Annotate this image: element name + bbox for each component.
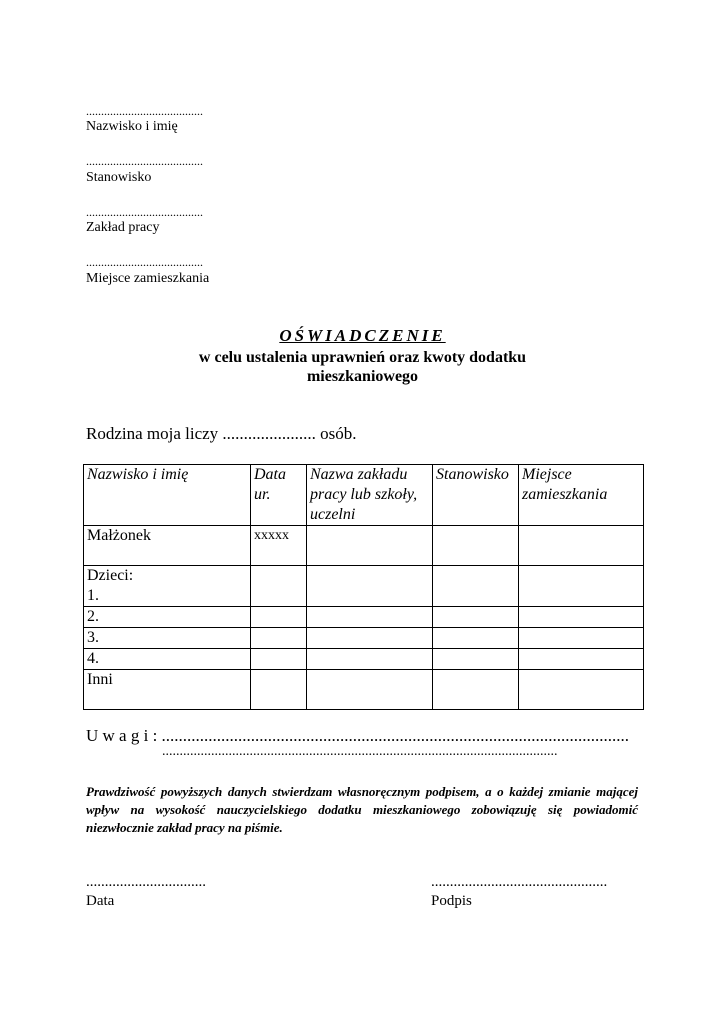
child-3-workplace-cell[interactable] xyxy=(307,628,433,649)
spouse-position-cell[interactable] xyxy=(433,526,519,566)
subtitle-line2: mieszkaniowego xyxy=(306,368,419,385)
child-4-residence-cell[interactable] xyxy=(519,649,644,670)
child-2-birth-cell[interactable] xyxy=(251,607,307,628)
child-3-label: 3. xyxy=(84,628,251,649)
workplace-label: Zakład pracy xyxy=(86,220,160,235)
position-dots[interactable]: ....................................... xyxy=(86,154,203,168)
date-label: Data xyxy=(86,893,115,909)
spouse-workplace-cell[interactable] xyxy=(307,526,433,566)
residence-label: Miejsce zamieszkania xyxy=(86,271,210,286)
child-4-position-cell[interactable] xyxy=(433,649,519,670)
declaration-text: Prawdziwość powyższych danych stwierdzam własnoręcznym podpisem, a o każdej zmianie mającej wpływ na wysokość nauczycielskiego dodatku mieszkaniowego zobowiązuję się powiadomić niezwłocznie zakład pracy na piśmie. xyxy=(86,784,638,835)
child-4-workplace-cell[interactable] xyxy=(307,649,433,670)
header-residence: Miejsce zamieszkania xyxy=(519,465,644,526)
subtitle-line1: w celu ustalenia uprawnień oraz kwoty dodatku xyxy=(198,349,527,366)
table-header-row xyxy=(84,465,644,526)
table-row-others xyxy=(84,670,644,710)
workplace-dots[interactable]: ....................................... xyxy=(86,205,203,219)
child-1-position-cell[interactable] xyxy=(433,566,519,607)
others-position-cell[interactable] xyxy=(433,670,519,710)
spouse-residence-cell[interactable] xyxy=(519,526,644,566)
signature-dots[interactable]: ............................................... xyxy=(431,874,608,890)
others-birth-cell[interactable] xyxy=(251,670,307,710)
child-2-label: 2. xyxy=(84,607,251,628)
header-workplace: Nazwa zakładu pracy lub szkoły, uczelni xyxy=(307,465,433,526)
spouse-birth-cell: xxxxx xyxy=(251,526,307,566)
table-row-child-2 xyxy=(84,607,644,628)
others-label: Inni xyxy=(84,670,251,710)
children-label: Dzieci: xyxy=(87,567,134,584)
child-3-position-cell[interactable] xyxy=(433,628,519,649)
remarks-line[interactable]: U w a g i : .............................................................................................................. xyxy=(86,726,630,745)
residence-dots[interactable]: ....................................... xyxy=(86,255,203,269)
name-dots[interactable]: ....................................... xyxy=(86,104,203,118)
remarks-line-2[interactable]: ................................................................................................................. xyxy=(162,744,558,759)
child-1-birth-cell[interactable] xyxy=(251,566,307,607)
signature-label: Podpis xyxy=(431,893,472,909)
family-count-line[interactable]: Rodzina moja liczy ...................... osób. xyxy=(86,424,357,443)
child-1-label: 1. xyxy=(87,587,99,604)
child-1-workplace-cell[interactable] xyxy=(307,566,433,607)
child-4-label: 4. xyxy=(84,649,251,670)
header-birth-date: Data ur. xyxy=(251,465,307,526)
table-row-children xyxy=(84,566,644,607)
child-2-workplace-cell[interactable] xyxy=(307,607,433,628)
table-row-child-3 xyxy=(84,628,644,649)
children-label-cell xyxy=(84,566,251,607)
spouse-label: Małżonek xyxy=(84,526,251,566)
child-4-birth-cell[interactable] xyxy=(251,649,307,670)
others-residence-cell[interactable] xyxy=(519,670,644,710)
child-1-residence-cell[interactable] xyxy=(519,566,644,607)
others-workplace-cell[interactable] xyxy=(307,670,433,710)
name-label: Nazwisko i imię xyxy=(86,119,178,134)
header-name: Nazwisko i imię xyxy=(84,465,251,526)
date-dots[interactable]: ................................ xyxy=(86,874,206,890)
position-label: Stanowisko xyxy=(86,170,152,185)
table-row-spouse xyxy=(84,526,644,566)
family-table xyxy=(83,464,644,710)
child-2-position-cell[interactable] xyxy=(433,607,519,628)
table-row-child-4 xyxy=(84,649,644,670)
child-3-birth-cell[interactable] xyxy=(251,628,307,649)
child-2-residence-cell[interactable] xyxy=(519,607,644,628)
header-position: Stanowisko xyxy=(433,465,519,526)
child-3-residence-cell[interactable] xyxy=(519,628,644,649)
document-title: OŚWIADCZENIE xyxy=(279,326,446,345)
